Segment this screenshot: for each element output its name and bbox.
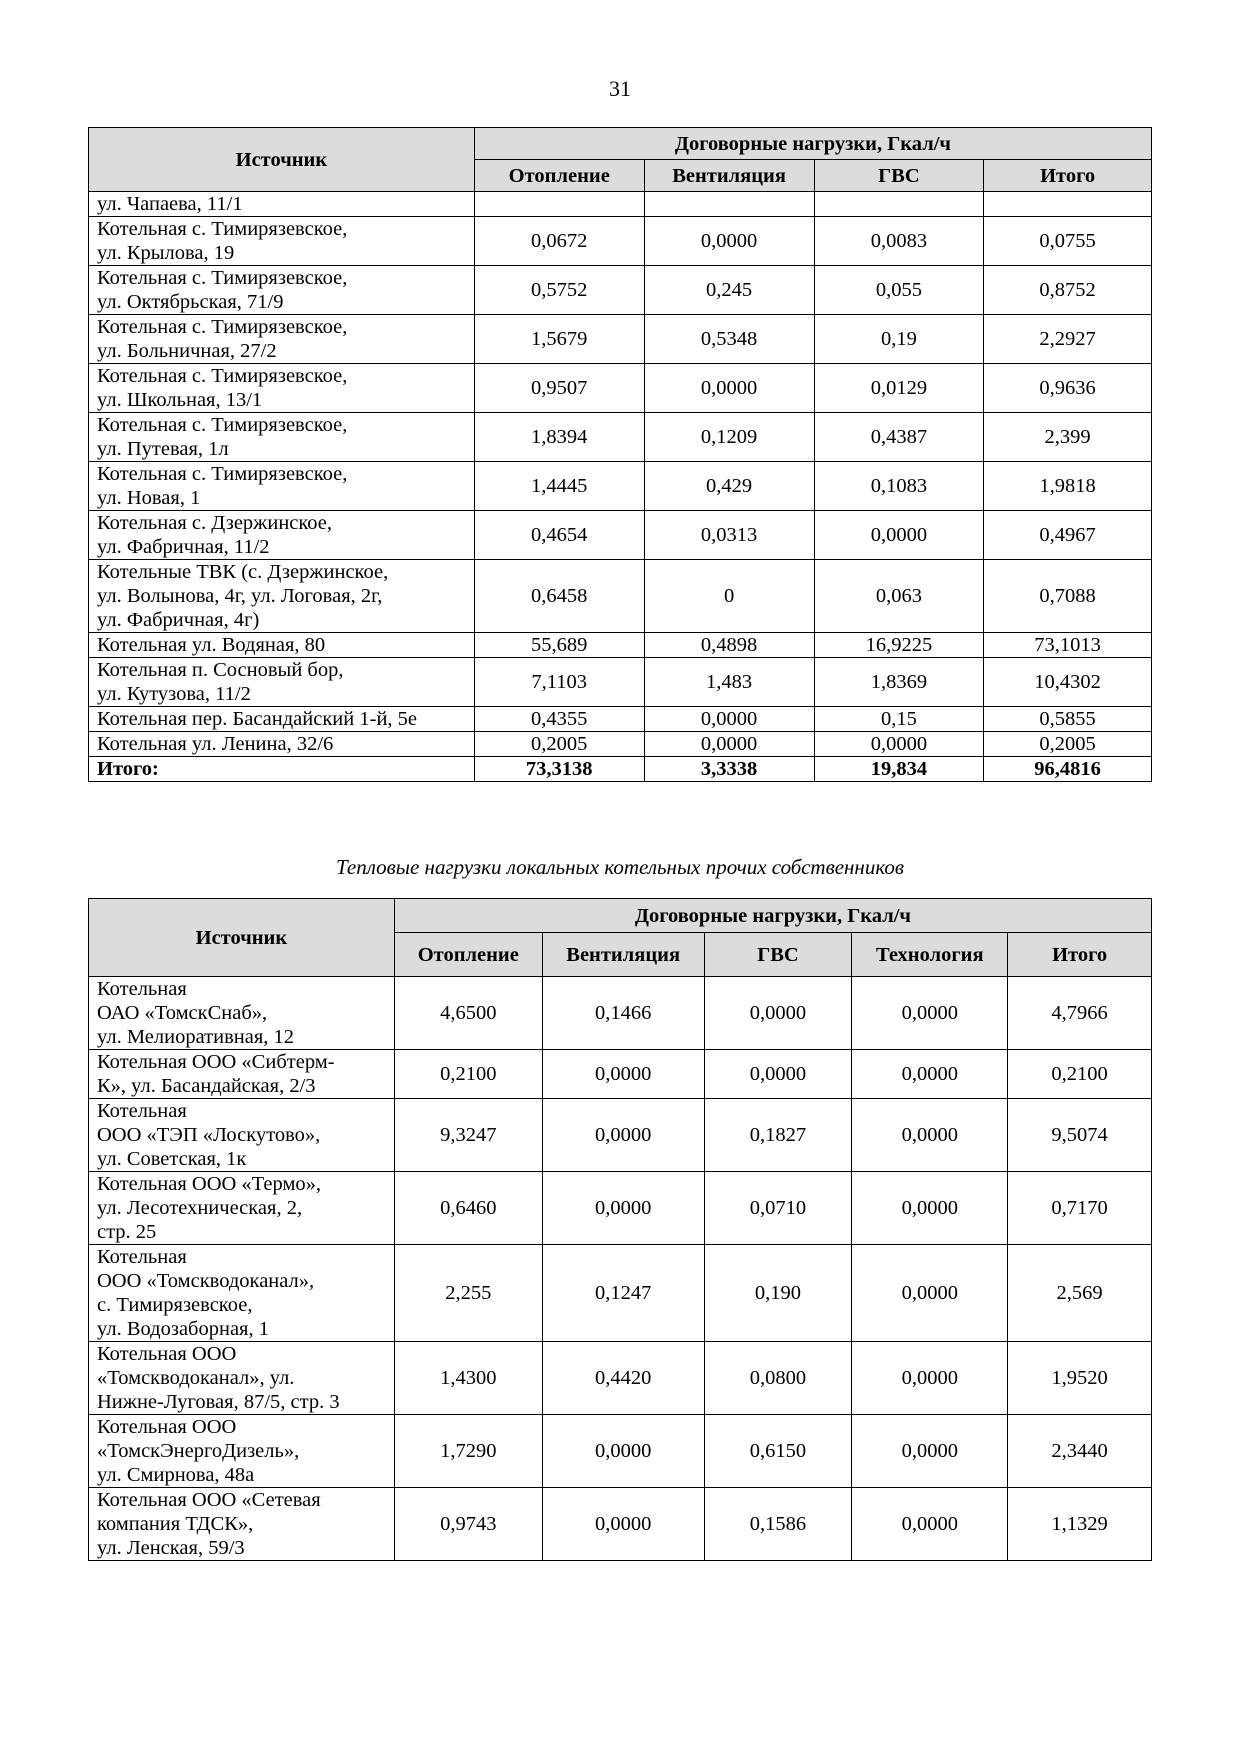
source-cell (89, 315, 475, 364)
source-cell (89, 658, 475, 707)
value-cell: 0,19 (814, 315, 984, 364)
source-line: ул. Новая, 1 (97, 487, 201, 509)
source-line: ул. Крылова, 19 (97, 242, 235, 264)
source-line: Нижне-Луговая, 87/5, стр. 3 (97, 1391, 340, 1413)
table-row (89, 315, 1152, 364)
value-cell: 0,0313 (644, 511, 814, 560)
value-cell: 0,0000 (852, 1050, 1008, 1099)
source-line: Котельная с. Дзержинское, (97, 512, 333, 534)
value-cell: 0,2100 (1008, 1050, 1152, 1099)
source-cell (89, 1342, 395, 1415)
value-cell: 0,9636 (984, 364, 1152, 413)
group-header: Договорные нагрузки, Гкал/ч (394, 899, 1151, 933)
value-cell: 2,2927 (984, 315, 1152, 364)
source-line: ул. Чапаева, 11/1 (97, 193, 243, 215)
table-row (89, 192, 1152, 217)
value-cell: 0,0000 (542, 1415, 704, 1488)
value-cell: 0,6458 (474, 560, 644, 633)
value-cell: 0,5855 (984, 707, 1152, 732)
source-cell (89, 413, 475, 462)
column-header: ГВС (704, 933, 852, 977)
column-header: Отопление (394, 933, 542, 977)
total-row (89, 757, 1152, 782)
value-cell: 0,0000 (852, 1172, 1008, 1245)
value-cell: 0,9743 (394, 1488, 542, 1561)
source-line: «ТомскЭнергоДизель», (97, 1440, 300, 1462)
value-cell: 0,245 (644, 266, 814, 315)
value-cell: 0,7088 (984, 560, 1152, 633)
value-cell: 73,1013 (984, 633, 1152, 658)
source-line: ул. Путевая, 1л (97, 438, 229, 460)
value-cell: 0,0000 (542, 1099, 704, 1172)
source-cell (89, 462, 475, 511)
source-line: Котельная пер. Басандайский 1-й, 5е (97, 708, 418, 730)
value-cell: 0,0000 (704, 977, 852, 1050)
source-line: Котельная с. Тимирязевское, (97, 316, 348, 338)
value-cell: 0,6150 (704, 1415, 852, 1488)
source-line: ул. Водозаборная, 1 (97, 1318, 269, 1340)
value-cell: 0,1827 (704, 1099, 852, 1172)
table-row (89, 1342, 1152, 1415)
value-cell (644, 192, 814, 217)
table-caption: Тепловые нагрузки локальных котельных прочих собственников (335, 855, 904, 879)
source-line: Котельная ООО «Сетевая (97, 1489, 321, 1511)
source-line: ул. Фабричная, 11/2 (97, 536, 270, 558)
value-cell: 0,0000 (814, 732, 984, 757)
local-boilers-table (88, 898, 1152, 1561)
page-number: 31 (609, 76, 631, 101)
table-row (89, 560, 1152, 633)
value-cell: 4,6500 (394, 977, 542, 1050)
value-cell: 0,0800 (704, 1342, 852, 1415)
value-cell: 0,7170 (1008, 1172, 1152, 1245)
total-value: 19,834 (814, 757, 984, 782)
value-cell: 0,0000 (542, 1488, 704, 1561)
source-line: Котельная с. Тимирязевское, (97, 414, 348, 436)
source-cell (89, 560, 475, 633)
value-cell: 0,6460 (394, 1172, 542, 1245)
table-row (89, 977, 1152, 1050)
source-line: Котельная ул. Ленина, 32/6 (97, 733, 334, 755)
source-line: ул. Октябрьская, 71/9 (97, 291, 284, 313)
value-cell: 0,0000 (852, 1415, 1008, 1488)
source-cell (89, 266, 475, 315)
value-cell: 1,9818 (984, 462, 1152, 511)
table-row (89, 364, 1152, 413)
table-row (89, 707, 1152, 732)
source-line: ул. Кутузова, 11/2 (97, 683, 251, 705)
value-cell: 0,1083 (814, 462, 984, 511)
value-cell: 0,0129 (814, 364, 984, 413)
total-value: 73,3138 (474, 757, 644, 782)
value-cell: 0,055 (814, 266, 984, 315)
value-cell: 0,4355 (474, 707, 644, 732)
value-cell: 0,9507 (474, 364, 644, 413)
value-cell: 0,5752 (474, 266, 644, 315)
value-cell: 0,2100 (394, 1050, 542, 1099)
source-line: ул. Волынова, 4г, ул. Логовая, 2г, (97, 585, 383, 607)
source-cell (89, 217, 475, 266)
source-cell (89, 977, 395, 1050)
value-cell: 0,1247 (542, 1245, 704, 1342)
source-line: ул. Смирнова, 48а (97, 1464, 255, 1486)
value-cell: 1,7290 (394, 1415, 542, 1488)
table-row (89, 1415, 1152, 1488)
value-cell: 0,4898 (644, 633, 814, 658)
value-cell: 1,483 (644, 658, 814, 707)
value-cell: 7,1103 (474, 658, 644, 707)
table-row (89, 511, 1152, 560)
value-cell: 0,1586 (704, 1488, 852, 1561)
source-cell (89, 707, 475, 732)
value-cell: 55,689 (474, 633, 644, 658)
source-line: Котельная с. Тимирязевское, (97, 218, 348, 240)
value-cell: 1,5679 (474, 315, 644, 364)
column-header: Вентиляция (644, 160, 814, 192)
source-line: ул. Ленская, 59/3 (97, 1537, 245, 1559)
column-header: Технология (852, 933, 1008, 977)
source-line: ул. Больничная, 27/2 (97, 340, 277, 362)
value-cell: 0,0000 (542, 1172, 704, 1245)
source-cell (89, 364, 475, 413)
source-line: Котельная п. Сосновый бор, (97, 659, 344, 681)
source-line: Котельная ул. Водяная, 80 (97, 634, 326, 656)
value-cell: 0,0000 (644, 732, 814, 757)
table-row (89, 462, 1152, 511)
source-line: ООО «ТЭП «Лоскутово», (97, 1124, 321, 1146)
table-row (89, 732, 1152, 757)
value-cell: 0,2005 (984, 732, 1152, 757)
value-cell: 2,255 (394, 1245, 542, 1342)
source-header: Источник (89, 899, 395, 977)
value-cell: 0,0000 (852, 1099, 1008, 1172)
source-cell (89, 633, 475, 658)
source-line: Котельная ООО (97, 1343, 237, 1365)
source-cell (89, 1245, 395, 1342)
value-cell: 0,190 (704, 1245, 852, 1342)
value-cell: 0,0000 (644, 364, 814, 413)
column-header: Вентиляция (542, 933, 704, 977)
source-cell (89, 192, 475, 217)
source-cell (89, 1488, 395, 1561)
value-cell: 0,0000 (852, 977, 1008, 1050)
table-row (89, 266, 1152, 315)
table-row (89, 413, 1152, 462)
value-cell: 2,569 (1008, 1245, 1152, 1342)
value-cell: 0,0672 (474, 217, 644, 266)
source-cell (89, 1172, 395, 1245)
value-cell: 0,0710 (704, 1172, 852, 1245)
source-line: Котельная с. Тимирязевское, (97, 365, 348, 387)
source-cell (89, 1099, 395, 1172)
source-line: Котельная с. Тимирязевское, (97, 267, 348, 289)
source-line: Котельная с. Тимирязевское, (97, 463, 348, 485)
source-line: Котельная (97, 1100, 187, 1122)
value-cell: 1,4300 (394, 1342, 542, 1415)
value-cell: 10,4302 (984, 658, 1152, 707)
source-line: К», ул. Басандайская, 2/3 (97, 1075, 316, 1097)
table-row (89, 1050, 1152, 1099)
source-line: ул. Мелиоративная, 12 (97, 1026, 295, 1048)
value-cell: 16,9225 (814, 633, 984, 658)
source-line: с. Тимирязевское, (97, 1294, 253, 1316)
source-line: Котельные ТВК (с. Дзержинское, (97, 561, 389, 583)
source-line: Котельная ООО «Сибтерм- (97, 1051, 335, 1073)
value-cell: 0,0755 (984, 217, 1152, 266)
value-cell: 0,0000 (852, 1488, 1008, 1561)
value-cell: 0,4387 (814, 413, 984, 462)
source-line: ООО «Томскводоканал», (97, 1270, 315, 1292)
source-line: ул. Лесотехническая, 2, (97, 1197, 303, 1219)
value-cell: 0,0000 (852, 1245, 1008, 1342)
value-cell: 0,0000 (542, 1050, 704, 1099)
source-line: компания ТДСК», (97, 1513, 254, 1535)
value-cell: 2,399 (984, 413, 1152, 462)
value-cell: 0,4967 (984, 511, 1152, 560)
table-row (89, 1488, 1152, 1561)
source-line: Котельная ООО (97, 1416, 237, 1438)
value-cell: 0,1209 (644, 413, 814, 462)
source-line: ОАО «ТомскСнаб», (97, 1002, 268, 1024)
total-value: 96,4816 (984, 757, 1152, 782)
source-line: «Томскводоканал», ул. (97, 1367, 295, 1389)
column-header: Отопление (474, 160, 644, 192)
value-cell (474, 192, 644, 217)
total-label: Итого: (89, 757, 475, 782)
value-cell: 0,1466 (542, 977, 704, 1050)
value-cell: 0,0000 (644, 707, 814, 732)
value-cell: 9,3247 (394, 1099, 542, 1172)
value-cell: 1,9520 (1008, 1342, 1152, 1415)
table-row (89, 217, 1152, 266)
source-line: стр. 25 (97, 1221, 157, 1243)
value-cell: 0,063 (814, 560, 984, 633)
value-cell: 0,2005 (474, 732, 644, 757)
value-cell: 0,8752 (984, 266, 1152, 315)
table-row (89, 1245, 1152, 1342)
source-line: Котельная (97, 1246, 187, 1268)
total-value: 3,3338 (644, 757, 814, 782)
value-cell: 1,4445 (474, 462, 644, 511)
value-cell: 9,5074 (1008, 1099, 1152, 1172)
table-row (89, 1099, 1152, 1172)
source-line: ул. Фабричная, 4г) (97, 609, 260, 631)
source-line: Котельная (97, 978, 187, 1000)
value-cell: 0,0000 (852, 1342, 1008, 1415)
table-row (89, 658, 1152, 707)
table-row (89, 633, 1152, 658)
group-header: Договорные нагрузки, Гкал/ч (474, 128, 1151, 160)
source-line: ул. Школьная, 13/1 (97, 389, 263, 411)
value-cell: 0,0000 (814, 511, 984, 560)
source-cell (89, 1415, 395, 1488)
value-cell (814, 192, 984, 217)
source-line: ул. Советская, 1к (97, 1148, 247, 1170)
value-cell: 1,8394 (474, 413, 644, 462)
value-cell: 0,0083 (814, 217, 984, 266)
value-cell: 0,5348 (644, 315, 814, 364)
column-header: ГВС (814, 160, 984, 192)
source-cell (89, 732, 475, 757)
heat-load-table (88, 127, 1152, 782)
value-cell: 4,7966 (1008, 977, 1152, 1050)
source-cell (89, 1050, 395, 1099)
value-cell: 0,4420 (542, 1342, 704, 1415)
column-header: Итого (1008, 933, 1152, 977)
value-cell: 2,3440 (1008, 1415, 1152, 1488)
value-cell: 0,15 (814, 707, 984, 732)
source-header: Источник (89, 128, 475, 192)
value-cell: 1,1329 (1008, 1488, 1152, 1561)
column-header: Итого (984, 160, 1152, 192)
value-cell: 0,0000 (644, 217, 814, 266)
value-cell: 1,8369 (814, 658, 984, 707)
value-cell: 0,0000 (704, 1050, 852, 1099)
table-row (89, 1172, 1152, 1245)
value-cell: 0 (644, 560, 814, 633)
source-line: Котельная ООО «Термо», (97, 1173, 322, 1195)
source-cell (89, 511, 475, 560)
value-cell: 0,4654 (474, 511, 644, 560)
value-cell (984, 192, 1152, 217)
value-cell: 0,429 (644, 462, 814, 511)
